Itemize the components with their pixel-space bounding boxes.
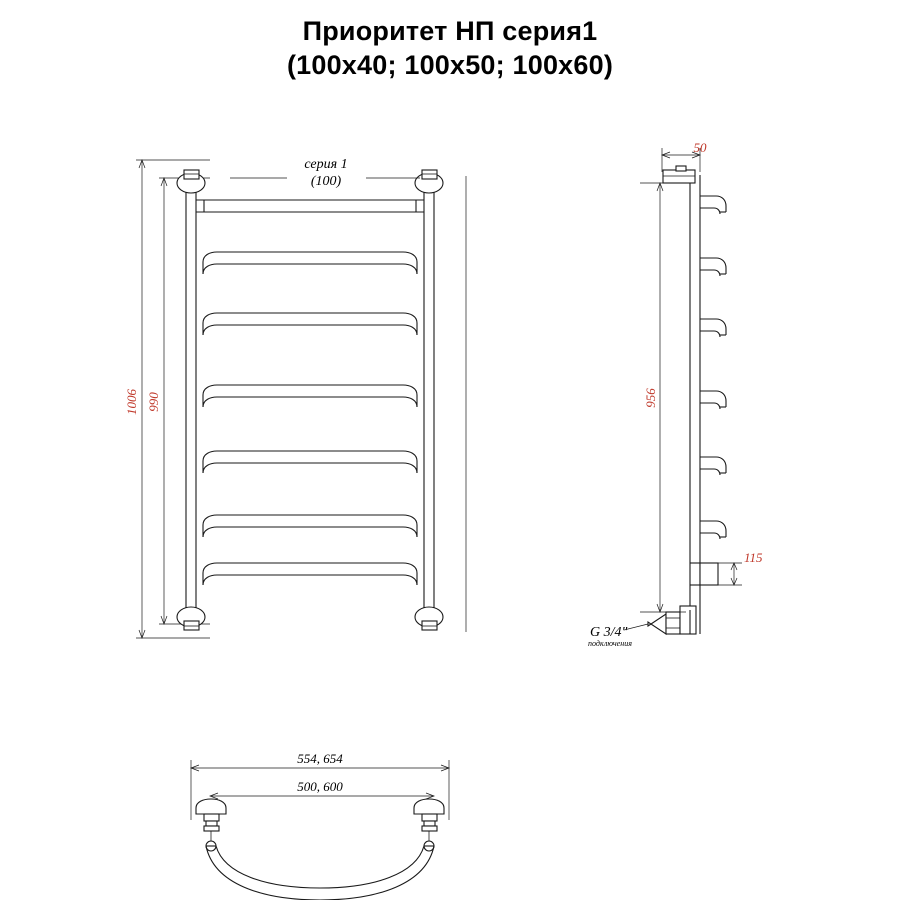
front-view-group [124,157,466,638]
side-rungs [700,196,726,539]
top-view-group [191,751,449,900]
side-view-group [588,140,763,648]
front-rungs [196,200,424,585]
dim-side-height-label: 956 [643,388,658,408]
dim-outer-width-label: 554, 654 [297,751,343,766]
connection-sublabel: подключения [588,639,632,648]
dim-depth-label: 50 [693,140,707,155]
dim-overall-height-label: 1006 [124,389,139,415]
dim-inner-width-label: 500, 600 [297,779,343,794]
dim-bottom-label: 115 [744,550,763,565]
title-line-2: (100x40; 100x50; 100x60) [286,50,614,80]
series-label: серия 1 [304,157,348,172]
series-sublabel: (100) [310,174,342,189]
connection-label: G 3/4" [590,625,628,640]
dim-inner-height-label: 990 [146,392,161,412]
title-line-1: Приоритет НП серия1 [302,16,598,46]
